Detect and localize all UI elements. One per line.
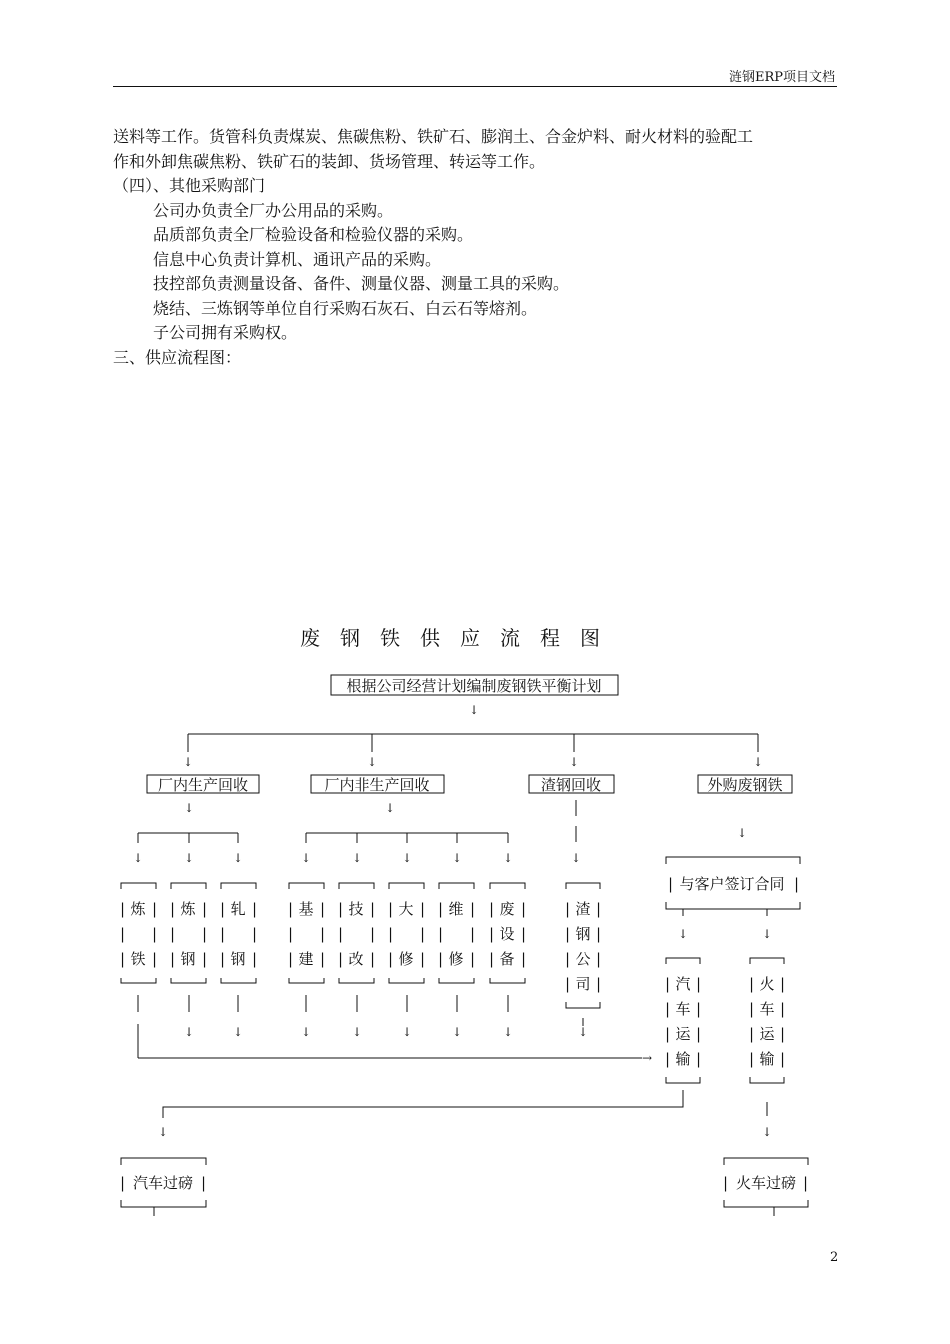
arrow-down-icon: ↓	[468, 703, 480, 717]
box-char: 基	[298, 900, 314, 918]
svg-text:|: |	[470, 900, 476, 918]
arrow-down-icon: ↓	[752, 755, 764, 769]
svg-text:|: |	[596, 925, 602, 943]
svg-text:|: |	[665, 975, 671, 993]
header-title: 涟钢ERP项目文档	[728, 70, 835, 85]
svg-text:|: |	[388, 900, 394, 918]
svg-text:|: |	[470, 925, 476, 943]
svg-text:|: |	[320, 950, 326, 968]
arrow-down-icon: ↓	[401, 851, 413, 865]
svg-text:|: |	[749, 1025, 755, 1043]
svg-text:|: |	[565, 925, 571, 943]
svg-text:|: |	[696, 1000, 702, 1018]
svg-text:|: |	[220, 900, 226, 918]
svg-text:|: |	[288, 925, 294, 943]
svg-text:|: |	[780, 1000, 786, 1018]
box-jigai	[338, 883, 375, 983]
contract-label: 与客户签订合同	[679, 875, 785, 893]
svg-text:|: |	[665, 1025, 671, 1043]
svg-text:|: |	[338, 900, 344, 918]
box-char: 运	[759, 1025, 775, 1043]
svg-text:|: |	[521, 925, 527, 943]
paragraph-line: 送料等工作。货管科负责煤炭、焦碳焦粉、铁矿石、膨润土、合金炉料、耐火材料的验配工	[113, 127, 754, 146]
cat-inplant-production: 厂内生产回收	[157, 776, 249, 794]
box-char: 备	[499, 950, 515, 968]
arrow-down-icon: ↓	[577, 1025, 589, 1039]
box-char: 修	[398, 950, 414, 968]
arrow-down-icon: ↓	[366, 755, 378, 769]
svg-text:|: |	[120, 950, 126, 968]
arrow-down-icon: ↓	[384, 801, 396, 815]
arrow-down-icon: ↓	[451, 1025, 463, 1039]
box-daxiu	[388, 883, 425, 983]
arrow-down-icon: ↓	[183, 851, 195, 865]
box-char: 输	[675, 1050, 691, 1068]
svg-text:|: |	[252, 925, 258, 943]
box-feishebei	[489, 883, 526, 983]
arrow-down-icon: ↓	[570, 851, 582, 865]
arrow-down-icon: ↓	[761, 927, 773, 941]
svg-text:|: |	[565, 975, 571, 993]
box-huoche	[749, 958, 785, 1083]
svg-text:|: |	[749, 975, 755, 993]
svg-text:|: |	[596, 900, 602, 918]
svg-text:|: |	[201, 1174, 207, 1192]
box-char: 建	[298, 950, 314, 968]
arrow-down-icon: ↓	[502, 1025, 514, 1039]
svg-text:|: |	[596, 950, 602, 968]
box-liangang	[170, 883, 207, 983]
svg-text:|: |	[220, 950, 226, 968]
box-char: 运	[675, 1025, 691, 1043]
arrow-down-icon: ↓	[351, 1025, 363, 1039]
arrow-down-icon: ↓	[401, 1025, 413, 1039]
svg-text:|: |	[170, 950, 176, 968]
box-char: 司	[575, 975, 591, 993]
svg-text:|: |	[338, 950, 344, 968]
arrow-down-icon: ↓	[157, 1125, 169, 1139]
train-scale-box	[723, 1158, 808, 1216]
box-char: 维	[448, 900, 464, 918]
box-char: 技	[348, 900, 364, 918]
svg-text:|: |	[388, 925, 394, 943]
svg-text:|: |	[120, 1174, 126, 1192]
svg-text:|: |	[420, 925, 426, 943]
arrow-down-icon: ↓	[232, 851, 244, 865]
box-char: 车	[759, 1000, 775, 1018]
box-char: 铁	[130, 950, 146, 968]
svg-text:|: |	[370, 950, 376, 968]
svg-text:|: |	[665, 1050, 671, 1068]
box-qiche	[665, 958, 701, 1083]
svg-text:|: |	[470, 950, 476, 968]
svg-text:|: |	[420, 950, 426, 968]
svg-text:|: |	[120, 900, 126, 918]
bracket-bar: |	[794, 875, 800, 893]
truck-scale-label: 汽车过磅	[132, 1174, 194, 1192]
arrow-down-icon: ↓	[451, 851, 463, 865]
list-item: 信息中心负责计算机、通讯产品的采购。	[153, 249, 442, 269]
svg-text:|: |	[780, 975, 786, 993]
svg-text:|: |	[202, 900, 208, 918]
arrow-down-icon: ↓	[761, 1125, 773, 1139]
cat-slag: 渣钢回收	[540, 776, 602, 794]
section-heading: 三、供应流程图：	[113, 347, 242, 367]
svg-text:|: |	[521, 900, 527, 918]
svg-text:|: |	[202, 925, 208, 943]
box-zhagangsi	[565, 883, 601, 1008]
arrow-down-icon: ↓	[183, 801, 195, 815]
list-item: 烧结、三炼钢等单位自行采购石灰石、白云石等熔剂。	[153, 298, 538, 318]
svg-text:|: |	[252, 900, 258, 918]
svg-text:|: |	[665, 1000, 671, 1018]
svg-text:|: |	[521, 950, 527, 968]
arrow-right-icon: →	[642, 1051, 653, 1065]
branch-line	[306, 833, 508, 843]
box-char: 炼	[180, 900, 196, 918]
box-char: 废	[499, 900, 515, 918]
svg-text:|: |	[749, 1050, 755, 1068]
svg-text:|: |	[696, 1050, 702, 1068]
box-char: 汽	[675, 975, 691, 993]
svg-text:|: |	[420, 900, 426, 918]
svg-text:|: |	[252, 950, 258, 968]
svg-text:|: |	[152, 900, 158, 918]
box-char: 钢	[575, 925, 591, 943]
svg-text:|: |	[202, 950, 208, 968]
box-char: 公	[575, 950, 591, 968]
box-char: 设	[499, 925, 515, 943]
box-char: 车	[675, 1000, 691, 1018]
list-item: 品质部负责全厂检验设备和检验仪器的采购。	[153, 225, 474, 244]
svg-text:|: |	[780, 1050, 786, 1068]
svg-text:|: |	[749, 1000, 755, 1018]
svg-text:|: |	[170, 900, 176, 918]
svg-text:|: |	[438, 925, 444, 943]
flowchart-title: 废钢铁供应流程图	[300, 626, 620, 650]
cat-purchased: 外购废钢铁	[707, 776, 783, 794]
arrow-down-icon: ↓	[182, 755, 194, 769]
box-weixiu	[438, 883, 475, 983]
svg-text:|: |	[696, 975, 702, 993]
cat-inplant-nonproduction: 厂内非生产回收	[324, 776, 430, 794]
svg-text:|: |	[596, 975, 602, 993]
top-plan-label: 根据公司经营计划编制废钢铁平衡计划	[346, 677, 602, 695]
box-char: 钢	[180, 950, 196, 968]
svg-text:|: |	[288, 950, 294, 968]
bracket-bar: |	[668, 875, 674, 893]
list-item: 公司办负责全厂办公用品的采购。	[153, 200, 394, 220]
svg-text:|: |	[565, 900, 571, 918]
svg-text:|: |	[438, 900, 444, 918]
arrow-down-icon: ↓	[232, 1025, 244, 1039]
box-char: 改	[348, 950, 364, 968]
box-char: 修	[448, 950, 464, 968]
connector-line	[189, 995, 583, 1026]
svg-text:|: |	[780, 1025, 786, 1043]
svg-text:|: |	[152, 925, 158, 943]
box-char: 火	[759, 975, 775, 993]
section-heading: （四）、其他采购部门	[113, 176, 266, 195]
arrow-down-icon: ↓	[502, 851, 514, 865]
svg-text:|: |	[438, 950, 444, 968]
truck-scale-box	[120, 1158, 206, 1216]
svg-text:|: |	[320, 925, 326, 943]
connector-line	[683, 909, 767, 916]
box-char: 渣	[575, 900, 591, 918]
svg-text:|: |	[152, 950, 158, 968]
arrow-down-icon: ↓	[677, 927, 689, 941]
train-scale-label: 火车过磅	[735, 1174, 797, 1192]
arrow-down-icon: ↓	[351, 851, 363, 865]
svg-text:|: |	[370, 900, 376, 918]
arrow-down-icon: ↓	[300, 1025, 312, 1039]
svg-text:|: |	[288, 900, 294, 918]
arrow-down-icon: ↓	[736, 826, 748, 840]
arrow-down-icon: ↓	[300, 851, 312, 865]
svg-text:|: |	[565, 950, 571, 968]
list-item: 技控部负责测量设备、备件、测量仪器、测量工具的采购。	[153, 274, 570, 293]
svg-text:|: |	[489, 900, 495, 918]
box-char: 炼	[130, 900, 146, 918]
svg-text:|: |	[170, 925, 176, 943]
svg-text:|: |	[696, 1025, 702, 1043]
list-item: 子公司拥有采购权。	[153, 323, 298, 342]
branch-line	[138, 833, 238, 843]
box-lianite	[120, 883, 157, 983]
box-char: 轧	[230, 900, 246, 918]
svg-text:|: |	[489, 950, 495, 968]
box-char: 大	[398, 900, 414, 918]
box-char: 钢	[230, 950, 246, 968]
box-zhagang	[220, 883, 257, 983]
svg-text:|: |	[803, 1174, 809, 1192]
arrow-down-icon: ↓	[132, 851, 144, 865]
box-char: 输	[759, 1050, 775, 1068]
svg-text:|: |	[338, 925, 344, 943]
svg-text:|: |	[120, 925, 126, 943]
arrow-down-icon: ↓	[183, 1025, 195, 1039]
svg-text:|: |	[220, 925, 226, 943]
arrow-down-icon: ↓	[568, 755, 580, 769]
paragraph-line: 作和外卸焦碳焦粉、铁矿石的装卸、货场管理、转运等工作。	[113, 151, 546, 171]
connector-line	[163, 1090, 683, 1118]
box-jijian	[288, 883, 325, 983]
page-number: 2	[830, 1250, 839, 1265]
svg-text:|: |	[489, 925, 495, 943]
svg-text:|: |	[723, 1174, 729, 1192]
branch-line	[188, 734, 758, 752]
svg-text:|: |	[388, 950, 394, 968]
svg-text:|: |	[320, 900, 326, 918]
svg-text:|: |	[370, 925, 376, 943]
